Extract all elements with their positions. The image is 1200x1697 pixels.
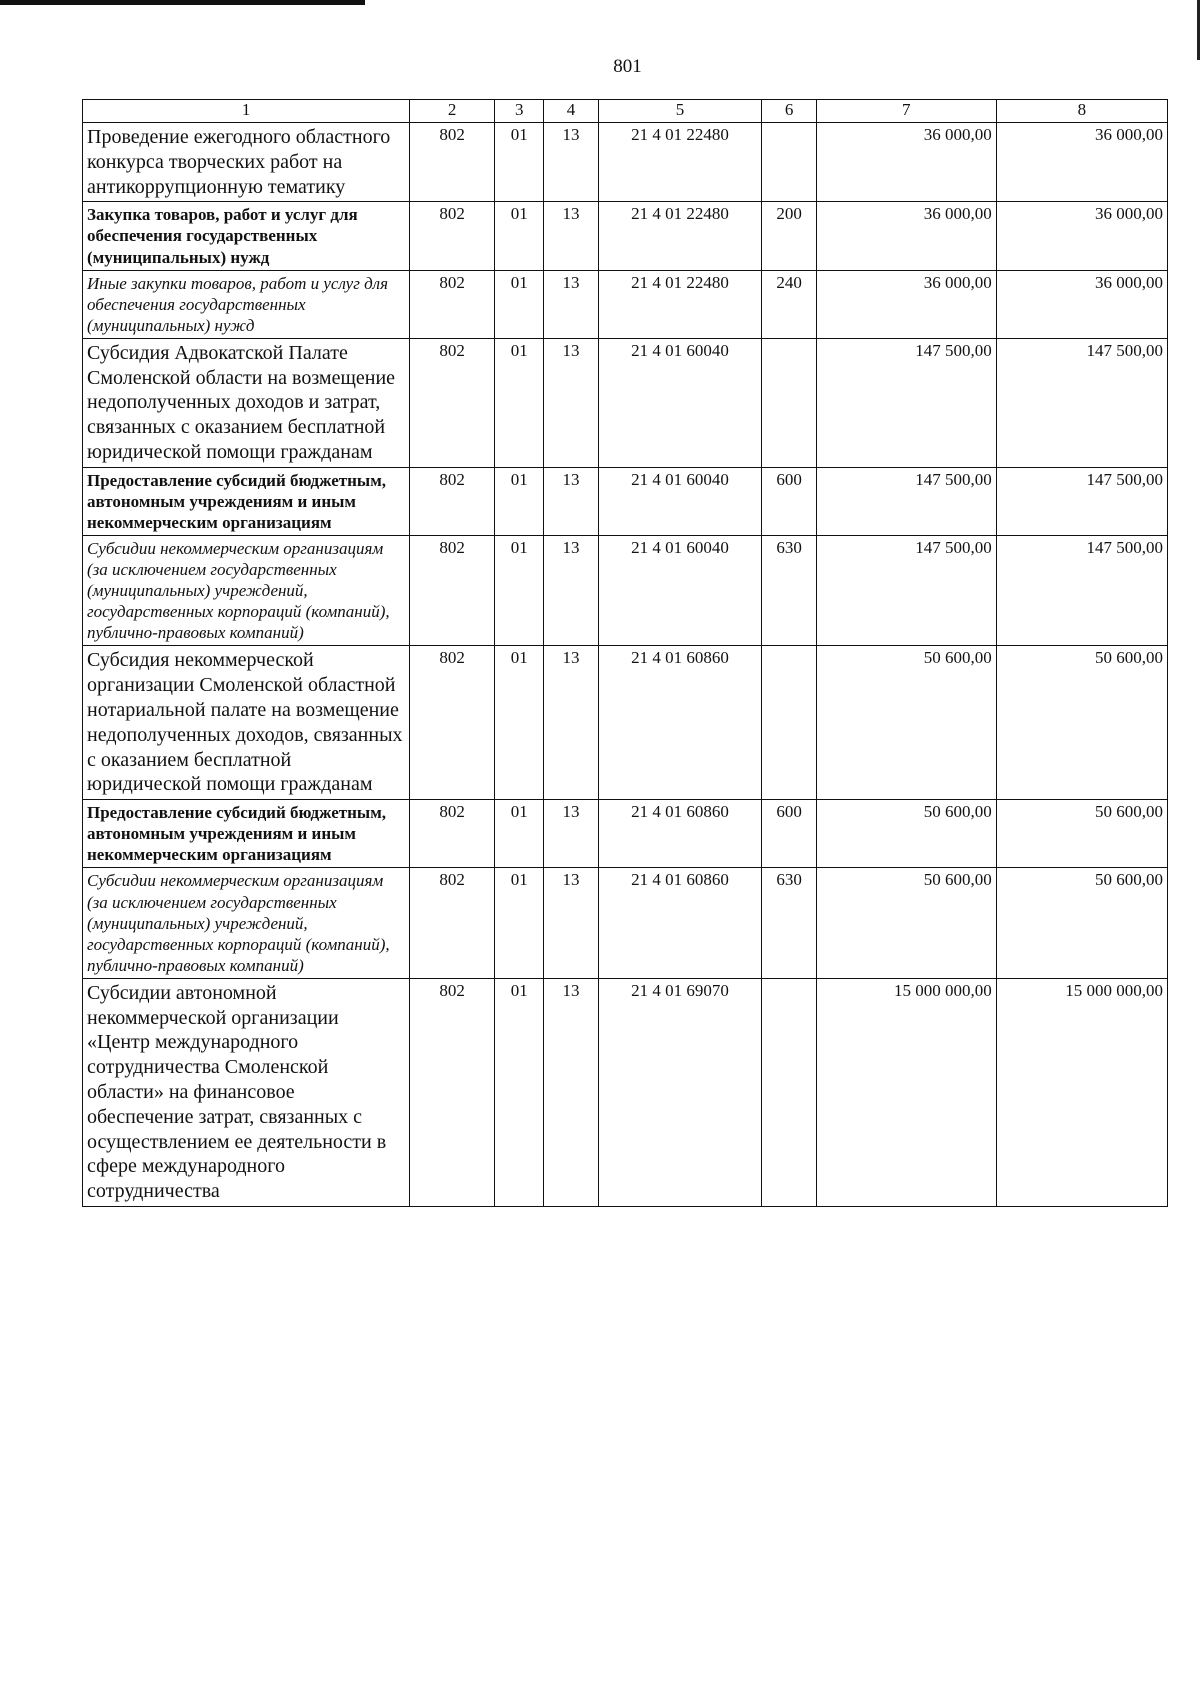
row-ved: 802 (410, 646, 495, 800)
budget-table (82, 99, 1168, 1207)
row-pr: 13 (544, 868, 599, 978)
row-csr: 21 4 01 60860 (598, 868, 762, 978)
column-header: 6 (762, 100, 817, 123)
row-sum-2: 147 500,00 (996, 536, 1167, 646)
table-row (83, 800, 1168, 868)
scan-edge-top (0, 0, 365, 5)
row-rz: 01 (495, 338, 544, 467)
row-pr: 13 (544, 467, 599, 535)
row-rz: 01 (495, 868, 544, 978)
row-csr: 21 4 01 69070 (598, 978, 762, 1206)
row-pr: 13 (544, 536, 599, 646)
row-sum-2: 147 500,00 (996, 338, 1167, 467)
column-header: 7 (816, 100, 996, 123)
column-header: 5 (598, 100, 762, 123)
row-rz: 01 (495, 123, 544, 202)
table-row (83, 467, 1168, 535)
row-csr: 21 4 01 60040 (598, 536, 762, 646)
row-sum-1: 50 600,00 (816, 646, 996, 800)
table-row (83, 646, 1168, 800)
row-sum-1: 147 500,00 (816, 467, 996, 535)
row-rz: 01 (495, 800, 544, 868)
row-ved: 802 (410, 270, 495, 338)
row-pr: 13 (544, 338, 599, 467)
row-csr: 21 4 01 60860 (598, 646, 762, 800)
row-pr: 13 (544, 270, 599, 338)
row-sum-1: 147 500,00 (816, 338, 996, 467)
table-row (83, 202, 1168, 270)
row-pr: 13 (544, 123, 599, 202)
row-vr: 600 (762, 467, 817, 535)
row-name: Предоставление субсидий бюджетным, автономным учреждениям и иным некоммерческим организациям (83, 467, 410, 535)
row-ved: 802 (410, 868, 495, 978)
row-sum-2: 147 500,00 (996, 467, 1167, 535)
row-rz: 01 (495, 978, 544, 1206)
table-row (83, 123, 1168, 202)
row-name: Субсидии некоммерческим организациям (за исключением государственных (муниципальных) учреждений, государственных корпораций (компаний), публично-правовых компаний) (83, 536, 410, 646)
row-vr: 240 (762, 270, 817, 338)
row-vr: 630 (762, 536, 817, 646)
row-sum-1: 15 000 000,00 (816, 978, 996, 1206)
row-name: Иные закупки товаров, работ и услуг для обеспечения государственных (муниципальных) нужд (83, 270, 410, 338)
row-name: Субсидия некоммерческой организации Смоленской областной нотариальной палате на возмещение недополученных доходов, связанных с оказанием бесплатной юридической помощи гражданам (83, 646, 410, 800)
row-sum-2: 36 000,00 (996, 270, 1167, 338)
row-vr (762, 338, 817, 467)
row-sum-2: 50 600,00 (996, 800, 1167, 868)
row-ved: 802 (410, 978, 495, 1206)
column-header: 2 (410, 100, 495, 123)
table-row (83, 270, 1168, 338)
row-ved: 802 (410, 467, 495, 535)
row-pr: 13 (544, 202, 599, 270)
row-ved: 802 (410, 536, 495, 646)
row-csr: 21 4 01 22480 (598, 202, 762, 270)
row-ved: 802 (410, 202, 495, 270)
row-name: Субсидия Адвокатской Палате Смоленской области на возмещение недополученных доходов и затрат, связанных с оказанием бесплатной юридической помощи гражданам (83, 338, 410, 467)
row-sum-1: 147 500,00 (816, 536, 996, 646)
row-sum-2: 15 000 000,00 (996, 978, 1167, 1206)
column-header: 3 (495, 100, 544, 123)
row-pr: 13 (544, 978, 599, 1206)
table-row (83, 536, 1168, 646)
row-sum-1: 36 000,00 (816, 202, 996, 270)
row-rz: 01 (495, 270, 544, 338)
row-name: Предоставление субсидий бюджетным, автономным учреждениям и иным некоммерческим организациям (83, 800, 410, 868)
row-sum-1: 36 000,00 (816, 270, 996, 338)
row-name: Проведение ежегодного областного конкурса творческих работ на антикоррупционную тематику (83, 123, 410, 202)
table-row (83, 338, 1168, 467)
row-rz: 01 (495, 202, 544, 270)
page-number: 801 (613, 56, 642, 77)
row-ved: 802 (410, 338, 495, 467)
row-vr (762, 646, 817, 800)
row-sum-2: 36 000,00 (996, 123, 1167, 202)
row-sum-2: 36 000,00 (996, 202, 1167, 270)
row-ved: 802 (410, 800, 495, 868)
row-name: Субсидии автономной некоммерческой организации «Центр международного сотрудничества Смоленской области» на финансовое обеспечение затрат, связанных с осуществлением ее деятельности в сфере международного сотрудничества (83, 978, 410, 1206)
row-sum-2: 50 600,00 (996, 646, 1167, 800)
row-vr: 630 (762, 868, 817, 978)
column-header: 1 (83, 100, 410, 123)
column-header: 8 (996, 100, 1167, 123)
row-vr (762, 123, 817, 202)
row-sum-1: 50 600,00 (816, 868, 996, 978)
row-name: Субсидии некоммерческим организациям (за исключением государственных (муниципальных) учреждений, государственных корпораций (компаний), публично-правовых компаний) (83, 868, 410, 978)
row-csr: 21 4 01 22480 (598, 270, 762, 338)
row-csr: 21 4 01 60860 (598, 800, 762, 868)
row-rz: 01 (495, 646, 544, 800)
header-row (83, 100, 1168, 123)
row-sum-2: 50 600,00 (996, 868, 1167, 978)
table-row (83, 978, 1168, 1206)
row-pr: 13 (544, 646, 599, 800)
row-rz: 01 (495, 536, 544, 646)
row-rz: 01 (495, 467, 544, 535)
row-csr: 21 4 01 22480 (598, 123, 762, 202)
column-header: 4 (544, 100, 599, 123)
row-vr: 600 (762, 800, 817, 868)
row-sum-1: 50 600,00 (816, 800, 996, 868)
row-name: Закупка товаров, работ и услуг для обеспечения государственных (муниципальных) нужд (83, 202, 410, 270)
row-csr: 21 4 01 60040 (598, 338, 762, 467)
row-ved: 802 (410, 123, 495, 202)
row-vr (762, 978, 817, 1206)
row-csr: 21 4 01 60040 (598, 467, 762, 535)
row-vr: 200 (762, 202, 817, 270)
table-row (83, 868, 1168, 978)
row-pr: 13 (544, 800, 599, 868)
row-sum-1: 36 000,00 (816, 123, 996, 202)
